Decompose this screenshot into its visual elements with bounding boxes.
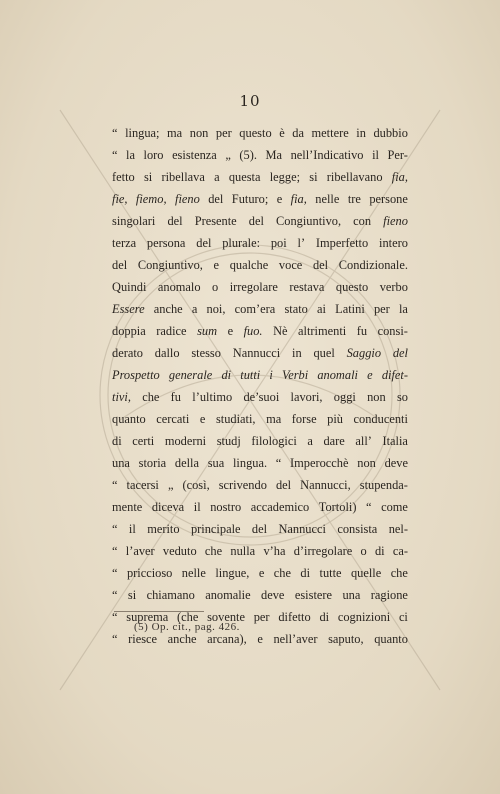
word: storia — [138, 456, 167, 470]
word: qualche — [229, 258, 269, 272]
word: suprema — [126, 610, 169, 624]
word: poi — [270, 236, 287, 250]
word: Nannucci, — [300, 478, 351, 492]
word: lavori, — [290, 390, 323, 404]
word: l’ultimo — [192, 390, 233, 404]
word: ribellava — [161, 170, 205, 184]
word: del — [208, 192, 224, 206]
word: “ — [112, 566, 118, 580]
word: Saggio — [346, 346, 382, 360]
word: del — [196, 236, 212, 250]
word: “ — [112, 632, 118, 646]
word: Nè — [273, 324, 288, 338]
word: e — [213, 258, 220, 272]
word: so — [396, 390, 408, 404]
footnote-rule — [114, 611, 204, 612]
word: fu — [170, 390, 181, 404]
word: oggi — [333, 390, 356, 404]
word: Quindi — [112, 280, 147, 294]
word: noi, — [206, 302, 226, 316]
word: per — [373, 302, 390, 316]
word: fu — [356, 324, 368, 338]
word: è — [279, 126, 285, 140]
word: accademico — [250, 500, 310, 514]
word: veduto — [162, 544, 197, 558]
word: derato — [112, 346, 143, 360]
word: mente — [112, 500, 143, 514]
text-line — [112, 430, 408, 452]
word: questo — [335, 280, 369, 294]
word: esistere — [294, 588, 333, 602]
word: a — [214, 170, 220, 184]
word: persone — [369, 192, 408, 206]
word: tre — [347, 192, 361, 206]
word: deve — [384, 456, 408, 470]
word: ca- — [392, 544, 408, 558]
word: generale — [168, 368, 213, 382]
word: del — [312, 258, 329, 272]
word: fia, — [290, 192, 307, 206]
word: fiemo, — [135, 192, 167, 206]
word: ci — [398, 610, 408, 624]
text-line — [112, 496, 408, 518]
word: fuo. — [243, 324, 263, 338]
word: tutti — [240, 368, 261, 382]
word: verbo — [379, 280, 408, 294]
word: di — [374, 544, 385, 558]
word: nulla — [230, 544, 256, 558]
word: legge; — [269, 170, 301, 184]
word: ma — [266, 412, 282, 426]
word: “ — [112, 544, 118, 558]
word: studiati, — [215, 412, 256, 426]
word: dubbio — [373, 126, 408, 140]
word: a — [307, 434, 313, 448]
word: fie, — [112, 192, 128, 206]
word: Ma — [265, 148, 283, 162]
word: “ — [112, 610, 118, 624]
page-number: 10 — [239, 92, 261, 110]
word: il — [372, 148, 379, 162]
word: il — [193, 500, 201, 514]
word: per — [253, 610, 270, 624]
word: che — [142, 390, 160, 404]
text-line — [112, 188, 408, 210]
word: di — [319, 610, 330, 624]
word: Congiuntivo, — [137, 258, 203, 272]
word: stesso — [191, 346, 221, 360]
word: merito — [147, 522, 180, 536]
word: d’irregolare — [293, 544, 353, 558]
word: Prospetto — [112, 368, 160, 382]
text-line — [112, 232, 408, 254]
word: “ — [112, 522, 118, 536]
word: Imperocchè — [290, 456, 349, 470]
word: del — [112, 258, 128, 272]
word: terza — [112, 236, 137, 250]
word: dare — [323, 434, 345, 448]
word: Italia — [382, 434, 408, 448]
word: tutte — [319, 566, 342, 580]
word: anche — [167, 632, 197, 646]
text-line — [112, 408, 408, 430]
word: dallo — [154, 346, 180, 360]
word: che — [273, 566, 291, 580]
word: fia, — [391, 170, 408, 184]
word: certi — [132, 434, 155, 448]
word: fieno — [383, 214, 408, 228]
word: consi- — [377, 324, 408, 338]
word: e — [199, 412, 206, 426]
word: del — [251, 522, 268, 536]
word: del — [392, 346, 408, 360]
word: sum — [197, 324, 218, 338]
word: diceva — [151, 500, 185, 514]
word: „ — [167, 478, 174, 492]
word: chiamano — [146, 588, 195, 602]
word: nell’Indicativo — [290, 148, 364, 162]
word: mettere — [311, 126, 349, 140]
word: ma — [167, 126, 183, 140]
word: filologici — [251, 434, 297, 448]
word: difetto — [278, 610, 311, 624]
word: cognizioni — [337, 610, 391, 624]
word: deve — [261, 588, 285, 602]
word: arcana), — [207, 632, 247, 646]
text-line — [112, 342, 408, 364]
word: intero — [379, 236, 408, 250]
word: nelle — [181, 566, 206, 580]
word: o — [212, 280, 219, 294]
word: priccioso — [126, 566, 173, 580]
word: i — [269, 368, 273, 382]
word: Per- — [387, 148, 408, 162]
word: si — [127, 588, 137, 602]
word: de’suoi — [243, 390, 280, 404]
text-line — [112, 540, 408, 562]
word: quanto — [374, 632, 408, 646]
word: e — [367, 368, 373, 382]
word: com’era — [234, 302, 276, 316]
word: principale — [190, 522, 241, 536]
word: Presente — [194, 214, 237, 228]
word: non — [367, 390, 386, 404]
word: del — [275, 478, 292, 492]
word: per — [215, 126, 232, 140]
word: fieno — [175, 192, 200, 206]
word: Nannucci — [278, 522, 326, 536]
word: (5). — [239, 148, 257, 162]
word: da — [292, 126, 304, 140]
word: quelle — [350, 566, 382, 580]
word: non — [189, 126, 209, 140]
word: “ — [112, 148, 118, 162]
word: saputo, — [328, 632, 364, 646]
word: e — [258, 566, 265, 580]
word: la — [398, 302, 408, 316]
word: stupenda- — [359, 478, 408, 492]
word: lingue, — [215, 566, 250, 580]
word: quel — [313, 346, 335, 360]
word: esistenza — [172, 148, 217, 162]
word: „ — [225, 148, 231, 162]
word: “ — [112, 588, 118, 602]
word: restava — [289, 280, 325, 294]
word: come — [381, 500, 408, 514]
word: anche — [153, 302, 183, 316]
word: si — [143, 170, 153, 184]
text-line — [112, 144, 408, 166]
text-line — [112, 122, 408, 144]
word: questa — [228, 170, 261, 184]
word: Futuro; — [231, 192, 269, 206]
word: Nannucci — [232, 346, 281, 360]
word: del — [167, 214, 183, 228]
word: e — [276, 192, 283, 206]
word: di — [221, 368, 232, 382]
word: di — [112, 434, 122, 448]
text-line — [112, 386, 408, 408]
word: anomali — [317, 368, 358, 382]
word: tivi, — [112, 390, 131, 404]
text-line — [112, 166, 408, 188]
text-line — [112, 298, 408, 320]
word: voce — [278, 258, 303, 272]
word: nel- — [388, 522, 408, 536]
word: il — [128, 522, 136, 536]
word: in — [356, 126, 366, 140]
word: moderni — [164, 434, 207, 448]
word: Imperfetto — [315, 236, 369, 250]
word: nell’aver — [273, 632, 318, 646]
word: Latini — [335, 302, 365, 316]
word: altrimenti — [298, 324, 347, 338]
word: doppia — [112, 324, 146, 338]
word: e — [257, 632, 263, 646]
word: radice — [156, 324, 187, 338]
word: ragione — [370, 588, 408, 602]
word: quanto — [112, 412, 146, 426]
word: della — [174, 456, 199, 470]
word: non — [357, 456, 376, 470]
text-line — [112, 474, 408, 496]
word: sua — [207, 456, 225, 470]
word: stato — [284, 302, 308, 316]
word: e — [227, 324, 234, 338]
word: questo — [239, 126, 272, 140]
text-line — [112, 320, 408, 342]
word: Verbi — [282, 368, 309, 382]
word: con — [353, 214, 372, 228]
word: nostro — [210, 500, 242, 514]
word: fetto — [112, 170, 135, 184]
text-line — [112, 254, 408, 276]
word: plurale: — [222, 236, 261, 250]
word: irregolare — [229, 280, 278, 294]
word: anomalo — [157, 280, 201, 294]
word: v’ha — [263, 544, 286, 558]
word: lingua. — [232, 456, 268, 470]
word: all’ — [355, 434, 372, 448]
word: conducenti — [353, 412, 408, 426]
word: “ — [112, 478, 118, 492]
word: anomalie — [205, 588, 251, 602]
word: difet- — [381, 368, 408, 382]
word: cercati — [156, 412, 190, 426]
word: l’aver — [125, 544, 155, 558]
text-line — [112, 364, 408, 386]
word: loro — [143, 148, 164, 162]
word: l’ — [297, 236, 306, 250]
word: (che — [177, 610, 199, 624]
word: lingua; — [125, 126, 160, 140]
word: Congiuntivo, — [276, 214, 342, 228]
word: consista — [337, 522, 378, 536]
word: di — [300, 566, 311, 580]
word: ai — [317, 302, 326, 316]
word: Essere — [112, 302, 145, 316]
word: sovente — [207, 610, 245, 624]
footnote: (5) Op. cit., pag. 426. — [134, 621, 240, 633]
word: una — [112, 456, 130, 470]
word: (così, — [182, 478, 210, 492]
word: nelle — [315, 192, 340, 206]
word: la — [126, 148, 135, 162]
word: Condizionale. — [338, 258, 408, 272]
text-line — [112, 210, 408, 232]
text-line — [112, 452, 408, 474]
body-text — [112, 122, 408, 650]
word: Tortoli) — [318, 500, 357, 514]
word: singolari — [112, 214, 156, 228]
word: ribellavano — [326, 170, 383, 184]
word: che — [204, 544, 223, 558]
word: “ — [366, 500, 372, 514]
text-line — [112, 518, 408, 540]
word: che — [390, 566, 408, 580]
word: “ — [275, 456, 282, 470]
word: a — [191, 302, 198, 316]
word: si — [309, 170, 318, 184]
word: del — [248, 214, 264, 228]
word: tacersi — [126, 478, 159, 492]
word: “ — [112, 126, 118, 140]
word: o — [360, 544, 367, 558]
word: in — [292, 346, 302, 360]
word: più — [327, 412, 343, 426]
word: scrivendo — [218, 478, 267, 492]
word: forse — [291, 412, 317, 426]
text-line — [112, 562, 408, 584]
text-line — [112, 584, 408, 606]
word: studj — [216, 434, 241, 448]
word: persona — [146, 236, 186, 250]
word: riesce — [128, 632, 158, 646]
text-line — [112, 276, 408, 298]
word: una — [342, 588, 361, 602]
